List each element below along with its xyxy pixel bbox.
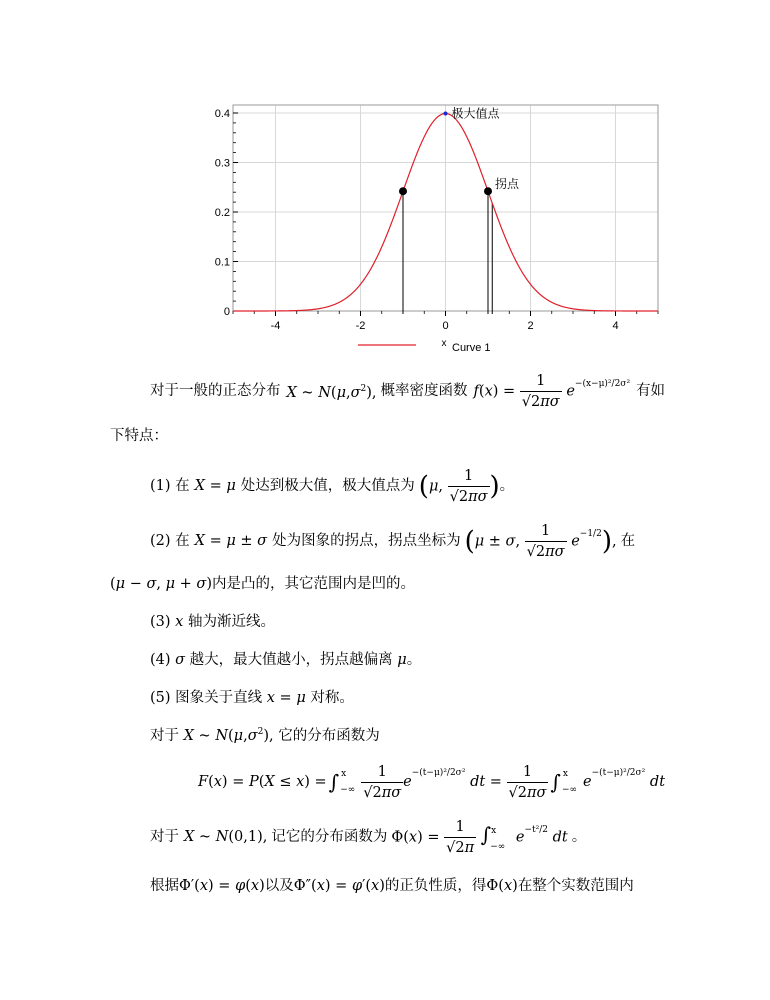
formula-x-eq-mu-line: x = μ: [266, 690, 306, 706]
property-4: [150, 650, 421, 670]
formula-interval: (μ − σ, μ + σ): [110, 576, 212, 592]
formula-x: x: [175, 614, 184, 630]
normal-density-chart: [200, 100, 670, 360]
formula-x-eq-mu: X = μ: [194, 478, 236, 494]
p4-text-d: 在整个实数范围内: [517, 878, 634, 894]
y-tick-label: 0.3: [214, 157, 230, 170]
paragraph-standard-normal: [150, 816, 586, 858]
p3-text-b: 记它的分布函数为: [271, 829, 388, 845]
p4-text-b: 以及: [264, 878, 294, 894]
y-tick-label: 0.1: [214, 256, 230, 269]
formula-cdf: F(x) = P(X ≤ x) = ∫ x −∞ $\frac{1}{√2\pi\sigma}$ e −(t−μ)²/2σ² dt = $\frac{1}{√2\pi\sigma}$ ∫ x −∞ e −(t−μ)²/2σ² dt: [198, 763, 666, 801]
item2-text-a: (2) 在: [150, 533, 190, 549]
formula-x-normal: X ~ $N(\mu,\sigma^2)$,: [286, 384, 377, 401]
vertical-lines: [403, 191, 492, 314]
item5-text-b: 对称。: [310, 690, 354, 706]
x-tick-label: 0: [442, 320, 449, 332]
paragraph-normal-distribution: [150, 372, 665, 410]
x-tick-label: 4: [612, 320, 619, 332]
inflection-marker: [484, 187, 492, 195]
item3-text-a: (3): [150, 614, 171, 630]
p3-text-c: 。: [571, 829, 587, 845]
formula-mu: μ: [397, 652, 407, 668]
p2-text-b: 它的分布函数为: [278, 727, 380, 744]
property-1: [150, 466, 514, 506]
formula-max-point: (μ, $\frac{1}{√2\pi\sigma}$ ): [418, 467, 500, 505]
p1-text-a: 对于一般的正态分布: [150, 383, 281, 399]
y-tick-label: 0: [223, 306, 230, 318]
inflection-marker: [399, 187, 407, 195]
formula-x-normal-2: X ~ $N(\mu,\sigma^2)$,: [183, 727, 274, 744]
peak-marker: [444, 112, 448, 116]
x-axis: [233, 311, 658, 332]
legend-label: Curve 1: [452, 342, 491, 354]
property-3: [150, 612, 275, 632]
x-tick-label: -2: [355, 320, 366, 332]
formula-phi-double-prime: Φ″(x) = φ′(x): [293, 878, 385, 894]
p1-text-d: 下特点：: [110, 428, 168, 444]
item4-text-b: 越大，最大值越小，拐点越偏离: [189, 652, 393, 668]
p3-text-a: 对于: [150, 829, 179, 845]
p1-text-b: 概率密度函数: [380, 383, 468, 399]
annotation-inflection: 拐点: [495, 177, 520, 192]
formula-x-eq-mu-pm-sigma: X = μ ± σ: [194, 533, 268, 549]
property-2: [150, 520, 635, 562]
item3-text-b: 轴为渐近线。: [187, 614, 275, 630]
item1-text-a: (1) 在: [150, 478, 190, 494]
item1-text-c: 。: [499, 478, 515, 494]
formula-phi-x: Φ(x): [486, 878, 518, 894]
formula-phi: Φ(x) = $\frac{1}{√2\pi}$ ∫$^x_{-\infty}$ $e^{-t^2/2}$ dt: [391, 818, 568, 856]
p2-text-a: 对于: [150, 727, 179, 744]
y-tick-label: 0.2: [214, 207, 230, 219]
item2-text-b: 处为图象的拐点，拐点坐标为: [272, 533, 461, 549]
x-tick-label: 2: [527, 320, 534, 332]
paragraph-derivative: [150, 876, 634, 896]
annotation-max-point: 极大值点: [451, 106, 500, 121]
property-5: [150, 688, 354, 708]
item2-text-c: 在: [620, 533, 636, 549]
item2-text-d: 内是凸的，其它范围内是凹的。: [212, 576, 415, 592]
formula-phi-prime: Φ′(x) = φ(x): [179, 878, 265, 894]
x-axis-label: x: [441, 338, 447, 349]
item4-text-a: (4): [150, 652, 171, 668]
p4-text-c: 的正负性质，得: [384, 878, 487, 894]
formula-x-std-normal: X ~ N(0,1),: [184, 829, 268, 845]
chart-grid: [233, 105, 658, 311]
formula-inflection-point: (μ ± σ, $\frac{1}{√2\pi\sigma}$ $e^{-1/2}$),: [464, 522, 617, 560]
paragraph-cdf-intro: [150, 722, 380, 746]
formula-sigma: σ: [175, 652, 186, 668]
y-tick-label: 0.4: [214, 108, 230, 120]
p4-text-a: 根据: [150, 878, 179, 894]
item5-text-a: (5) 图象关于直线: [150, 690, 263, 706]
property-2-cont: [110, 574, 415, 594]
p1-text-c: 有如: [636, 383, 666, 399]
x-tick-label: -4: [270, 320, 281, 332]
item4-text-c: 。: [406, 652, 422, 668]
item1-text-b: 处达到极大值，极大值点为: [240, 478, 415, 494]
formula-density: f(x) = $\frac{1}{√2\pi\sigma}$ $e^{-(x-\mu)^2/2\sigma^2}$: [473, 372, 631, 410]
y-axis: [215, 108, 238, 318]
